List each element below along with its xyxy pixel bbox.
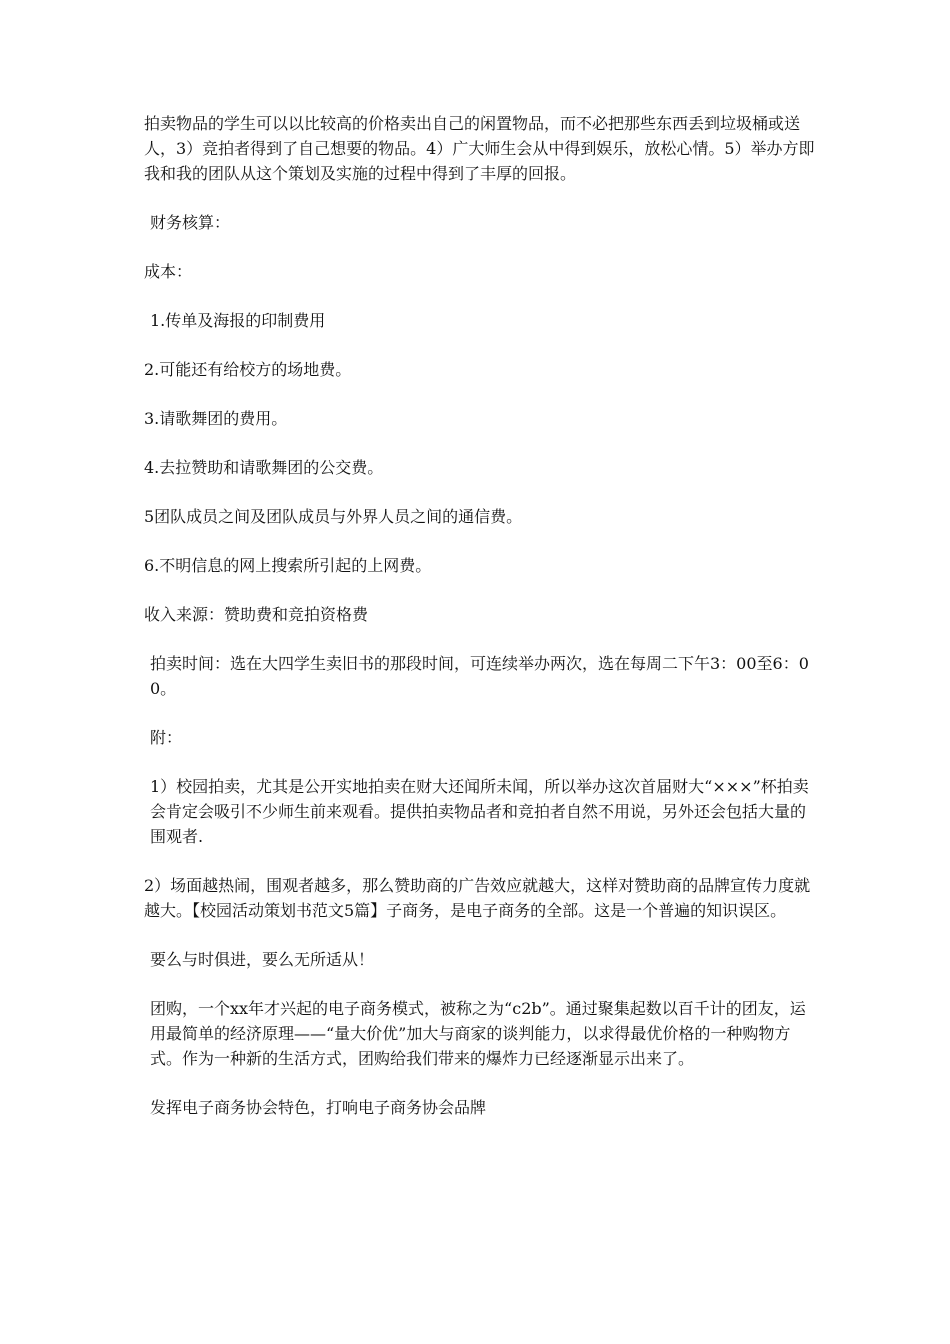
paragraph-cost-item-6: 6.不明信息的网上搜索所引起的上网费。 [144, 556, 432, 575]
paragraph-income-sources: 收入来源：赞助费和竞拍资格费 [144, 605, 369, 624]
paragraph-auction-time: 拍卖时间：选在大四学生卖旧书的那段时间，可连续举办两次，选在每周二下午3：00至6：00。 [150, 654, 809, 698]
paragraph-appendix-1: 1）校园拍卖，尤其是公开实地拍卖在财大还闻所未闻，所以举办这次首届财大“×××”杯拍卖会肯定会吸引不少师生前来观看。提供拍卖物品者和竞拍者自然不用说，另外还会包括大量的围观者. [150, 777, 809, 846]
paragraph-auction-benefits: 拍卖物品的学生可以以比较高的价格卖出自己的闲置物品，而不必把那些东西丢到垃圾桶或送人，3）竞拍者得到了自己想要的物品。4）广大师生会从中得到娱乐，放松心情。5）举办方即我和我的团队从这个策划及实施的过程中得到了丰厚的回报。 [144, 114, 815, 183]
paragraph-cost-item-1: 1.传单及海报的印制费用 [150, 311, 326, 330]
paragraph-keep-pace: 要么与时俱进，要么无所适从！ [150, 950, 375, 969]
paragraph-cost-item-3: 3.请歌舞团的费用。 [144, 409, 288, 428]
paragraph-cost-item-4: 4.去拉赞助和请歌舞团的公交费。 [144, 458, 384, 477]
paragraph-appendix-heading: 附： [150, 728, 183, 747]
paragraph-financial-accounting: 财务核算： [150, 213, 231, 232]
paragraph-cost-heading: 成本： [144, 262, 193, 281]
paragraph-cost-item-2: 2.可能还有给校方的场地费。 [144, 360, 352, 379]
paragraph-cost-item-5: 5团队成员之间及团队成员与外界人员之间的通信费。 [144, 507, 523, 526]
paragraph-group-buying: 团购，一个xx年才兴起的电子商务模式，被称之为“c2b”。通过聚集起数以百千计的团友，运用最简单的经济原理——“量大价优”加大与商家的谈判能力，以求得最优价格的一种购物方式。作为一种新的生活方式，团购给我们带来的爆炸力已经逐渐显示出来了。 [150, 999, 806, 1068]
document-body [144, 111, 816, 1144]
paragraph-appendix-2: 2）场面越热闹，围观者越多，那么赞助商的广告效应就越大，这样对赞助商的品牌宣传力度就越大。【校园活动策划书范文5篇】子商务，是电子商务的全部。这是一个普遍的知识误区。 [144, 876, 811, 920]
paragraph-association-brand: 发挥电子商务协会特色，打响电子商务协会品牌 [150, 1098, 487, 1117]
